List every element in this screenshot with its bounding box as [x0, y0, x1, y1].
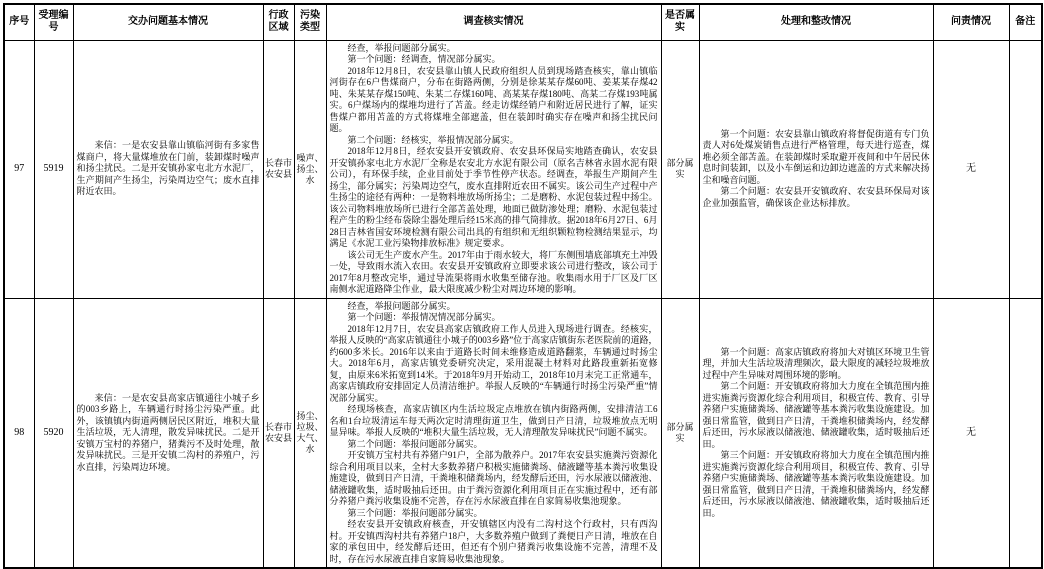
paragraph: 第一个问题：高家店镇政府将加大对镇区环境卫生管理，并加大生活垃圾清理频次，最大限度的减轻垃圾堆放过程中产生异味对周围环境的影响。 — [702, 346, 930, 380]
paragraph: 开安镇万宝村共有养猪户91户，全部为散养户。2017年农安县实施粪污资源化综合利用项目以来，全村大多数养猪户积极实施储粪场、储液罐等基本粪污收集设施建设，做到日产日清，干粪堆积储粪场内，经发酵后还田，污水尿液以储液池、储液罐收集，适时吸抽后还田。由于粪污资源化利用项目正在实施过程中，还有部分养猪户粪污收集设施不完善，存在污水尿液直排在自家简易收集池现象。 — [329, 450, 658, 506]
paragraph: 经查，举报问题部分属实。 — [347, 300, 456, 311]
row98-investigation — [326, 298, 661, 568]
col-header-is-true: 是否属实 — [661, 4, 699, 40]
paragraph: 第一个问题：经调查，情况部分属实。 — [347, 54, 501, 64]
paragraph: 第二个问题：农安县开安镇政府、农安县环保局对该企业加强监管，确保该企业达标排放。 — [702, 186, 930, 208]
paragraph: 经农安县开安镇政府核查，开安镇辖区内没有二沟村这个行政村，只有西沟村。开安镇西沟村共有养猪户18户，大多数养殖户做到了粪便日产日清，堆放在自家的承包田中，经发酵后还田，但还有个别户猪粪污收集设施不完善，清理不及时，存在污水尿液直排自家简易收集池现象。 — [329, 519, 658, 564]
table-header-row — [4, 4, 1042, 40]
paragraph: 第二个问题：举报问题部分属实。 — [347, 438, 483, 449]
row97-accountability: 无 — [933, 40, 1009, 298]
row98-handling — [699, 298, 933, 568]
row98-problem — [73, 298, 263, 568]
paragraph: 第一个问题：农安县靠山镇政府将督促街道有专门负责人对6处煤炭销售点进行严格管理，每天进行巡查，煤堆必须全部苫盖。在装卸煤时采取避开夜间和中午居民休息时间装卸，以及小车倒运和边卸边遮盖的方式来解决扬尘和噪音问题。 — [702, 128, 930, 185]
row97-case-no: 5919 — [34, 40, 73, 298]
col-header-remark: 备注 — [1009, 4, 1042, 40]
col-header-pollution-type: 污染类型 — [294, 4, 326, 40]
row98-remark — [1009, 298, 1042, 568]
row97-investigation — [326, 40, 661, 298]
paragraph: 第二个问题：开安镇政府将加大力度在全镇范围内推进实施粪污资源化综合利用项目，积极宣传、教育、引导养猪户实施储粪场、储液罐等基本粪污收集设施建设。加强日常监管，做到日产日清，干粪堆积储粪场内，经发酵后还田，污水尿液以储液池、储液罐收集，适时吸抽后还田。 — [702, 381, 930, 449]
paragraph: 第三个问题：开安镇政府将加大力度在全镇范围内推进实施粪污资源化综合利用项目，积极宣传、教育、引导养猪户实施储粪场、储液罐等基本粪污收集设施建设。加强日常监管，做到日产日清，干粪堆积储粪场内，经发酵后还田，污水尿液以储液池、储液罐收集，适时吸抽后还田。 — [702, 450, 930, 518]
report-sheet — [3, 3, 1041, 564]
row98-region: 长春市农安县 — [263, 298, 294, 568]
table-row-97 — [4, 40, 1042, 298]
col-header-case-no: 受理编号 — [34, 4, 73, 40]
paragraph: 2018年12月8日，经农安县开安镇政府、农安县环保局实地踏查确认，农安县开安镇孙家屯北方水泥厂全称是农安北方水泥有限公司（原名吉林省永固水泥有限公司），有环保手续，企业目前处于季节性停产状态。经调查，举报生产期间产生扬尘，部分属实；污染周边空气，废水直排附近农田不属实。该公司生产过程中产生扬尘的途径有两种：一是物料堆放场所扬尘；二是磨粉、水泥包装过程中扬尘。该公司物料堆放场所已进行全部苫盖处理，地面已做防渗处理；磨粉、水泥包装过程产生的粉尘经布袋除尘器处理后经15米高的排气筒排放。据2018年6月27日、6月28日吉林省国安环境检测有限公司出具的有组织和无组织颗粒物检测结果显示，均满足《水泥工业污染物排放标准》规定要求。 — [329, 146, 658, 248]
col-header-handling: 处理和整改情况 — [699, 4, 933, 40]
paragraph: 第一个问题：举报情况情况部分属实。 — [347, 312, 501, 322]
paragraph: 第三个问题：举报问题部分属实。 — [347, 507, 483, 518]
col-header-seq: 序号 — [4, 4, 34, 40]
col-header-accountability: 问责情况 — [933, 4, 1009, 40]
row98-problem-text: 来信：一是农安县高家店镇通往小城子乡的003乡路上，车辆通行时扬尘污染严重。此外，该镇镇内街道两侧居民区附近，堆积大量生活垃圾，无人清理，散发异味扰民。二是开安镇万宝村的养猪户，猪粪污不及时处理，散发异味扰民。三是开安镇二沟村的养殖户，污水直排，污染周边环境。 — [76, 392, 260, 472]
col-header-region: 行政区域 — [263, 4, 294, 40]
paragraph: 2018年12月7日，农安县高家店镇政府工作人员进入现场进行调查。经核实，举报人反映的“高家店镇通往小城子的003乡路”位于高家店镇街东老医院前的道路，约600多米长。2016年以来由于道路长时间未维修造成道路翻浆，车辆通过时扬尘大。2018年6月，高家店镇党委研究决定，采用混凝土材料对此路段重新拓宽修复，由原来6米拓宽到14米。于2018年9月开始动工，2018年10月末完工正常通车，高家店镇政府安排固定人员清洁维护。举报人反映的“车辆通行时扬尘污染严重”情况部分属实。 — [329, 323, 658, 403]
col-header-investigation: 调查核实情况 — [326, 4, 661, 40]
row98-is-true: 部分属实 — [661, 298, 699, 568]
col-header-problem: 交办问题基本情况 — [73, 4, 263, 40]
row97-remark — [1009, 40, 1042, 298]
row97-region: 长春市农安县 — [263, 40, 294, 298]
row98-seq: 98 — [4, 298, 34, 568]
paragraph: 该公司无生产废水产生。2017年由于雨水较大，将厂东侧围墙底部填充土冲毁一处，导致雨水流入农田。农安县开安镇政府立即要求该公司进行整改，该公司于2017年8月整改完毕，通过导流渠将雨水收集至储存池。收集雨水用于厂区及厂区南侧水泥道路降尘作业，最大限度减少粉尘对周边环境的影响。 — [329, 249, 658, 294]
row97-pollution-type: 噪声、扬尘、水 — [294, 40, 326, 298]
row98-accountability: 无 — [933, 298, 1009, 568]
paragraph: 经查，举报问题部分属实。 — [347, 42, 456, 53]
row97-problem — [73, 40, 263, 298]
table-row-98 — [4, 298, 1042, 568]
paragraph: 2018年12月8日，农安县靠山镇人民政府组织人员到现场踏查核实，靠山镇临河街存在6户售煤商户，分布在街路两侧，分别是徐某某存煤60吨、姜某某存煤42吨、朱某某存煤150吨、朱某二存煤160吨、高某某存煤180吨、高某二存煤193吨属实。6户煤场内的煤堆均进行了苫盖。经走访煤经销户和附近居民进行了解，证实售煤户都用苫盖的方式将煤堆全部遮盖，但在装卸时确实存在噪声和扬尘扰民问题。 — [329, 65, 658, 133]
row97-problem-text: 来信：一是农安县靠山镇临河街有多家售煤商户，将大量煤堆放在门前，装卸煤时噪声和扬尘扰民。二是开安镇孙家屯北方水泥厂，生产期间产生扬尘，污染周边空气；废水直排附近农田。 — [76, 140, 260, 197]
paragraph: 第二个问题：经核实，举报情况部分属实。 — [347, 134, 519, 145]
row97-seq: 97 — [4, 40, 34, 298]
paragraph: 经现场核查，高家店镇区内生活垃圾定点堆放在镇内街路两侧，安排清洁工6名和1台垃圾清运车每天两次定时清理街道卫生，做到日产日清，垃圾堆放点无明显异味。举报人反映的“堆积大量生活垃圾，无人清理散发异味扰民”问题不属实。 — [329, 404, 658, 437]
row97-handling — [699, 40, 933, 298]
row98-pollution-type: 扬尘、垃圾、大气、水 — [294, 298, 326, 568]
row97-is-true: 部分属实 — [661, 40, 699, 298]
row98-case-no: 5920 — [34, 298, 73, 568]
petition-table — [3, 3, 1043, 569]
